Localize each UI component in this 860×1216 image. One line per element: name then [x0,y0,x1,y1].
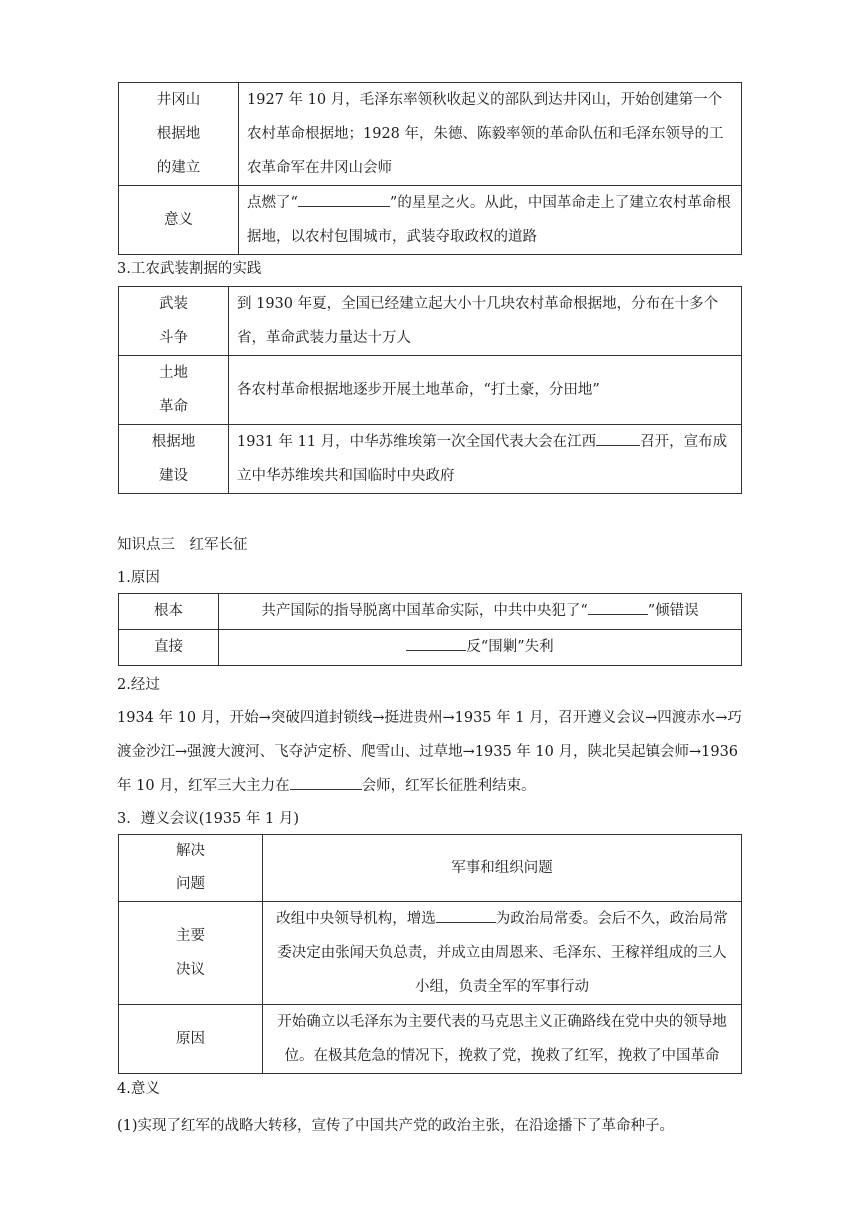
row-content: 1927 年 10 月，毛泽东率领秋收起义的部队到达井冈山，开始创建第一个农村革命根据地；1928 年，朱德、陈毅率领的革命队伍和毛泽东领导的工农革命军在井冈山会师 [239,83,742,186]
fill-blank [406,632,466,651]
fill-blank [588,596,648,615]
table-row [119,1005,742,1074]
header-line: 主要 [176,928,205,944]
row-header [119,902,263,1005]
section-heading: 3.工农武装割据的实践 [117,261,262,277]
row-header: 直接 [119,630,219,666]
table-row [119,287,742,356]
row-header [119,186,239,255]
row-header [119,287,229,356]
section-heading: 2.经过 [117,677,160,693]
fill-blank [290,771,362,790]
section-heading: 3．遵义会议(1935 年 1 月) [117,811,299,827]
header-line: 决议 [176,962,205,978]
header-line: 斗争 [159,330,188,346]
table-row [119,356,742,425]
header-line: 武装 [159,296,188,312]
header-line: 革命 [159,399,188,415]
table-armed-separatism [118,286,742,494]
section-heading: 4.意义 [117,1081,160,1097]
header-line: 根据地 [151,434,196,450]
table-row [119,594,742,630]
row-content: 开始确立以毛泽东为主要代表的马克思主义正确路线在党中央的领导地位。在极其危急的情况下，挽救了党，挽救了红军，挽救了中国革命 [263,1005,742,1074]
table-row [119,902,742,1005]
fill-blank [298,188,390,207]
fill-blank [436,904,496,923]
table-row [119,630,742,666]
header-line: 根据地 [156,126,201,142]
table-row [119,186,742,255]
row-header [119,356,229,425]
row-header [119,425,229,494]
row-content: 反“围剿”失利 [219,630,742,666]
process-paragraph: 1934 年 10 月，开始→突破四道封锁线→挺进贵州→1935 年 1 月，召开遵义会议→四渡赤水→巧渡金沙江→强渡大渡河、飞夺泸定桥、爬雪山、过草地→1935 年 10 月，陕北吴起镇会师→1936 年 10 月，红军三大主力在 会师，红军长征胜利结束。 [117,710,742,794]
section-heading: 1.原因 [117,570,160,586]
row-header [119,83,239,186]
header-line: 土地 [159,365,188,381]
header-line: 建设 [159,468,188,484]
header-line: 解决 [176,843,205,859]
row-header: 根本 [119,594,219,630]
row-content: 共产国际的指导脱离中国革命实际，中共中央犯了“ ”倾错误 [219,594,742,630]
row-content: 到 1930 年夏，全国已经建立起大小十几块农村革命根据地，分布在十多个省，革命武装力量达十万人 [229,287,742,356]
significance-item: (1)实现了红军的战略大转移，宣传了中国共产党的政治主张，在沿途播下了革命种子。 [117,1118,675,1134]
row-content: 1931 年 11 月，中华苏维埃第一次全国代表大会在江西 召开，宣布成立中华苏维埃共和国临时中央政府 [229,425,742,494]
header-line: 原因 [176,1030,205,1047]
header-line: 意义 [164,211,193,228]
table-row [119,425,742,494]
row-content: 军事和组织问题 [263,835,742,902]
row-header [119,835,263,902]
row-content: 各农村革命根据地逐步开展土地革命，“打土豪，分田地” [229,356,742,425]
table-cause [118,593,742,666]
row-content: 点燃了“ ”的星星之火。从此，中国革命走上了建立农村革命根据地，以农村包围城市，武装夺取政权的道路 [239,186,742,255]
fill-blank [596,427,640,446]
row-header [119,1005,263,1074]
table-zunyi [118,834,742,1074]
header-line: 的建立 [156,160,201,176]
table-jinggangshan [118,82,742,255]
table-row [119,83,742,186]
table-row [119,835,742,902]
header-line: 问题 [176,876,205,892]
row-content: 改组中央领导机构，增选 为政治局常委。会后不久，政治局常委决定由张闻天负总责，并成立由周恩来、毛泽东、王稼祥组成的三人小组，负责全军的军事行动 [263,902,742,1005]
knowledge-point-heading: 知识点三 红军长征 [117,537,248,553]
header-line: 井冈山 [156,92,201,108]
